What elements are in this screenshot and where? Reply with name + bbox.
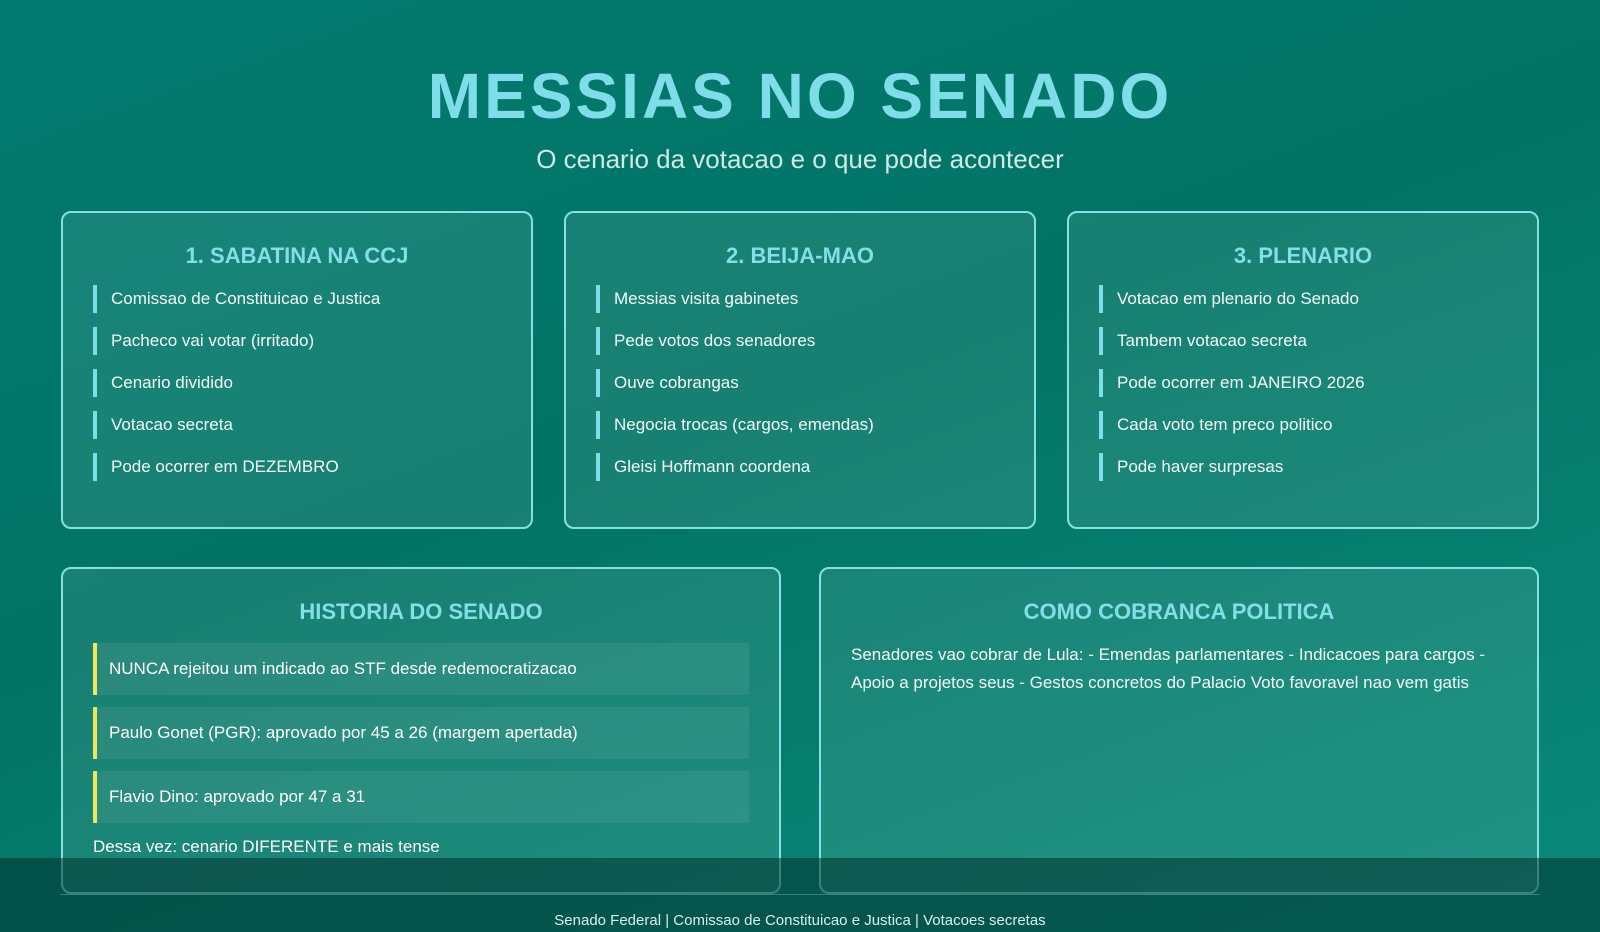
cobranca-title: COMO COBRANCA POLITICA xyxy=(1023,599,1335,624)
list-item: Votacao secreta xyxy=(93,411,501,439)
step-card-plenario xyxy=(1067,211,1539,529)
step-list xyxy=(1099,285,1507,481)
footer-text: Senado Federal | Comissao de Constituicao e Justica | Votacoes secretas xyxy=(554,912,1046,929)
history-title: HISTORIA DO SENADO xyxy=(299,599,543,624)
cobranca-card xyxy=(819,567,1539,894)
list-item: Pacheco vai votar (irritado) xyxy=(93,327,501,355)
header xyxy=(0,0,1600,175)
cobranca-text: Senadores vao cobrar de Lula: - Emendas parlamentares - Indicacoes para cargos - Apoio a projetos seus - Gestos concretos do Palacio Voto favoravel nao vem gatis xyxy=(851,645,1486,692)
footer-divider xyxy=(60,894,1540,895)
step-card-title: 1. SABATINA NA CCJ xyxy=(185,243,409,268)
list-item: Negocia trocas (cargos, emendas) xyxy=(596,411,1004,439)
list-item: Cenario dividido xyxy=(93,369,501,397)
history-item: NUNCA rejeitou um indicado ao STF desde redemocratizacao xyxy=(93,643,749,695)
step-list xyxy=(93,285,501,481)
list-item: Ouve cobrangas xyxy=(596,369,1004,397)
history-card xyxy=(61,567,781,894)
page-title: MESSIAS NO SENADO xyxy=(427,60,1173,132)
list-item: Messias visita gabinetes xyxy=(596,285,1004,313)
list-item: Gleisi Hoffmann coordena xyxy=(596,453,1004,481)
list-item: Pode ocorrer em JANEIRO 2026 xyxy=(1099,369,1507,397)
step-card-title: 2. BEIJA-MAO xyxy=(726,243,874,268)
step-card-title: 3. PLENARIO xyxy=(1233,243,1373,268)
list-item: Pode ocorrer em DEZEMBRO xyxy=(93,453,501,481)
list-item: Cada voto tem preco politico xyxy=(1099,411,1507,439)
list-item: Votacao em plenario do Senado xyxy=(1099,285,1507,313)
step-card-ccj xyxy=(61,211,533,529)
history-note: Dessa vez: cenario DIFERENTE e mais tense xyxy=(93,837,440,856)
page-subtitle: O cenario da votacao e o que pode acontecer xyxy=(536,144,1064,174)
list-item: Tambem votacao secreta xyxy=(1099,327,1507,355)
list-item: Pede votos dos senadores xyxy=(596,327,1004,355)
history-item: Paulo Gonet (PGR): aprovado por 45 a 26 (margem apertada) xyxy=(93,707,749,759)
step-card-beija-mao xyxy=(564,211,1036,529)
history-item: Flavio Dino: aprovado por 47 a 31 xyxy=(93,771,749,823)
step-list xyxy=(596,285,1004,481)
list-item: Pode haver surpresas xyxy=(1099,453,1507,481)
list-item: Comissao de Constituicao e Justica xyxy=(93,285,501,313)
